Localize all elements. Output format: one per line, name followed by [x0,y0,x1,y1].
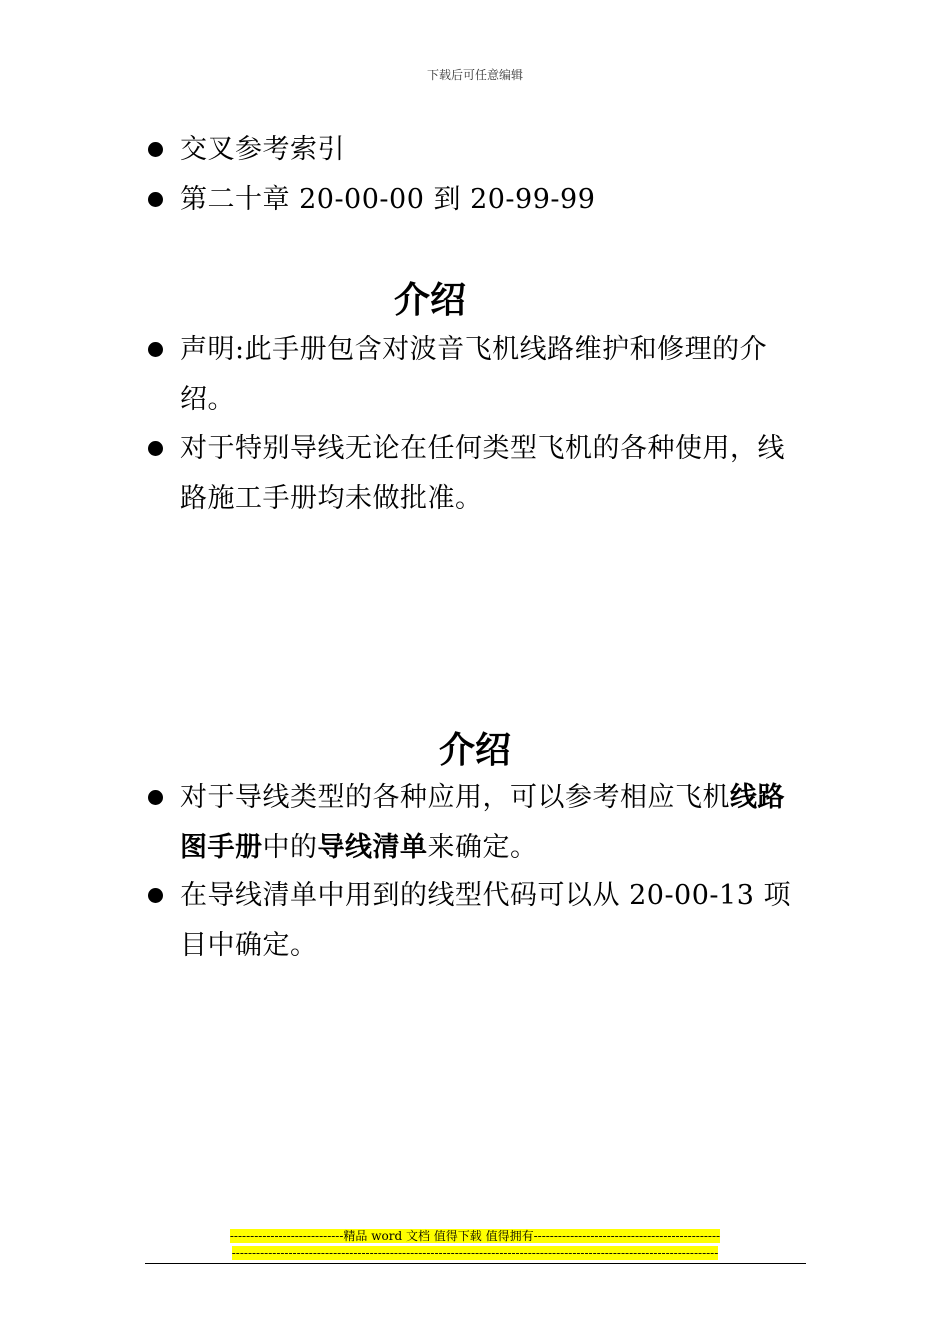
text-run: 对于导线类型的各种应用，可以参考相应飞机 [180,782,730,813]
bullet-icon [148,790,163,805]
bullet-icon [148,192,163,207]
section-title: 介绍 [393,279,466,321]
text-run: 来确定。 [427,832,538,863]
text-run: 中的 [262,832,318,863]
footer-line [0,1228,950,1245]
list-item-text: 交叉参考索引 [180,134,345,165]
header-note: 下载后可任意编辑 [426,68,523,82]
list-item-text: 在导线清单中用到的线型代码可以从 20-00-13 项目中确定。 [180,880,791,961]
bullet-icon [148,888,163,903]
footer-line [0,1245,950,1262]
footer-rule [145,1263,806,1264]
bold-text: 线路图手册 [180,782,785,863]
bullet-icon [148,342,163,357]
list-item [145,175,810,225]
list-item-text: 对于特别导线无论在任何类型飞机的各种使用，线路施工手册均未做批准。 [180,433,785,514]
list-item [145,125,810,175]
footer [0,1228,950,1262]
list-item [145,424,810,524]
list-item-text [180,773,810,873]
list-item-text: 第二十章 20-00-00 到 20-99-99 [180,184,596,215]
bullet-icon [148,142,163,157]
list-item [145,773,810,873]
bullet-icon [148,441,163,456]
list-item [145,871,810,971]
list-item-text: 声明:此手册包含对波音飞机线路维护和修理的介绍。 [180,334,768,415]
section-title: 介绍 [438,729,511,771]
list-item [145,325,810,425]
footer-text: ----------------------------精品 word 文档 值得下载 值得拥有---------------------------------------------- [229,1229,721,1243]
bold-text: 导线清单 [317,832,428,863]
footer-text: ------------------------------------------------------------------------------------------------------------------------ [231,1246,719,1260]
